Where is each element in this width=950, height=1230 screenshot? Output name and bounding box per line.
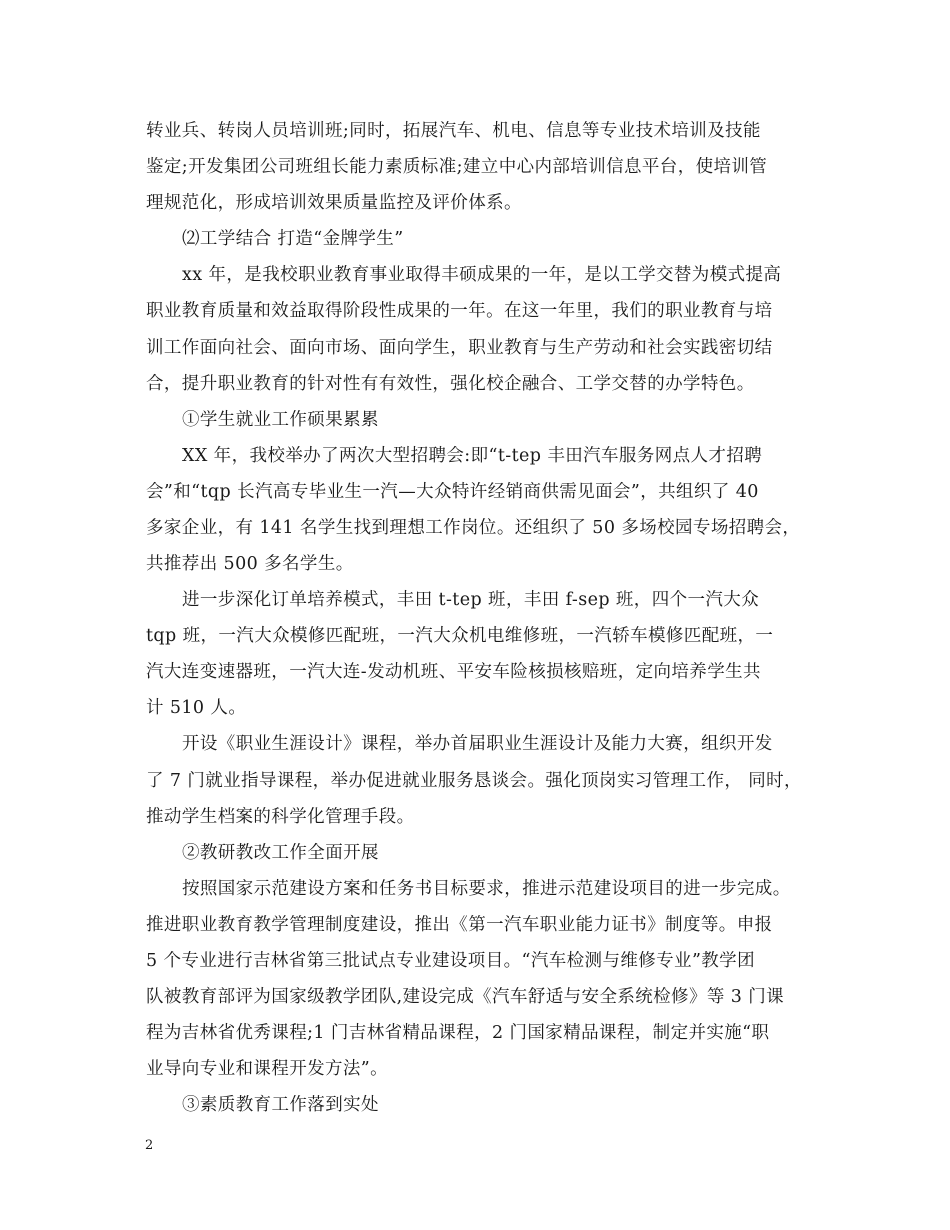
- text-line: 转业兵、转岗人员培训班;同时，拓展汽车、机电、信息等专业技术培训及技能: [146, 121, 761, 141]
- text-line: 开设《职业生涯设计》课程，举办首届职业生涯设计及能力大赛，组织开发: [182, 734, 773, 754]
- text-line: 推动学生档案的科学化管理手段。: [146, 807, 415, 827]
- text-line: 推进职业教育教学管理制度建设，推出《第一汽车职业能力证书》制度等。申报: [146, 915, 773, 935]
- subsection-heading: ①学生就业工作硕果累累: [182, 410, 379, 430]
- text-line: 理规范化，形成培训效果质量监控及评价体系。: [146, 193, 522, 213]
- text-line: 共推荐出 500 多名学生。: [146, 554, 354, 574]
- text-line: 汽大连变速器班，一汽大连-发动机班、平安车险核损核赔班，定向培养学生共: [146, 662, 761, 682]
- text-line: 训工作面向社会、面向市场、面向学生，职业教育与生产劳动和社会实践密切结: [146, 338, 773, 358]
- text-line: 了 7 门就业指导课程，举办促进就业服务恳谈会。强化顶岗实习管理工作， 同时，: [146, 771, 802, 791]
- subsection-heading: ②教研教改工作全面开展: [182, 843, 379, 863]
- text-line: XX 年，我校举办了两次大型招聘会:即“t-tep 丰田汽车服务网点人才招聘: [182, 446, 763, 466]
- text-line: 多家企业，有 141 名学生找到理想工作岗位。还组织了 50 多场校园专场招聘会，: [146, 518, 801, 538]
- text-line: 职业教育质量和效益取得阶段性成果的一年。在这一年里，我们的职业教育与培: [146, 301, 773, 321]
- text-line: 进一步深化订单培养模式，丰田 t-tep 班，丰田 f-sep 班，四个一汽大众: [182, 590, 760, 610]
- text-line: 队被教育部评为国家级教学团队,建设完成《汽车舒适与安全系统检修》等 3 门课: [146, 987, 785, 1007]
- text-line: 鉴定;开发集团公司班组长能力素质标准;建立中心内部培训信息平台，使培训管: [146, 157, 768, 177]
- text-line: xx 年，是我校职业教育事业取得丰硕成果的一年，是以工学交替为模式提高: [182, 265, 782, 285]
- text-line: 5 个专业进行吉林省第三批试点专业建设项目。“汽车检测与维修专业”教学团: [146, 951, 755, 971]
- text-line: 按照国家示范建设方案和任务书目标要求，推进示范建设项目的进一步完成。: [182, 879, 791, 899]
- subsection-heading: ③素质教育工作落到实处: [182, 1095, 379, 1115]
- page-number: 2: [145, 1138, 154, 1153]
- text-line: 程为吉林省优秀课程;1 门吉林省精品课程，2 门国家精品课程，制定并实施“职: [146, 1023, 770, 1043]
- text-line: 计 510 人。: [146, 698, 247, 718]
- text-line: 合，提升职业教育的针对性有有效性，强化校企融合、工学交替的办学特色。: [146, 374, 755, 394]
- text-line: 业导向专业和课程开发方法”。: [146, 1059, 389, 1079]
- text-line: 会”和“tqp 长汽高专毕业生一汽—大众特许经销商供需见面会”，共组织了 40: [146, 482, 759, 502]
- text-line: tqp 班，一汽大众模修匹配班，一汽大众机电维修班，一汽轿车模修匹配班，一: [146, 626, 774, 646]
- section-heading: ⑵工学结合 打造“金牌学生”: [182, 229, 404, 249]
